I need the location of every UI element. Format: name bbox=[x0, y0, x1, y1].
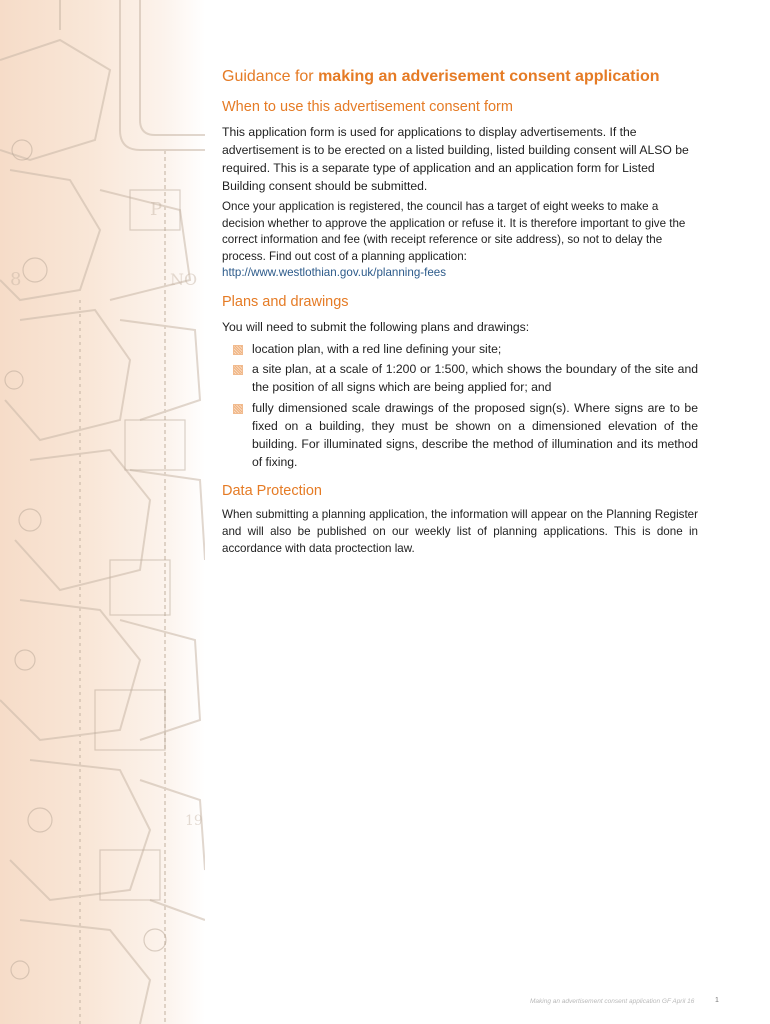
data-protection-text: When submitting a planning application, the information will appear on the Planning Register and will also be published on our weekly list of planning applications. This is done in accordance with data proctection law. bbox=[222, 508, 698, 555]
title-bold: making an adverisement consent application bbox=[318, 68, 660, 85]
when-paragraph-1: This application form is used for applications to display advertisements. If the advertisement is to be erected on a listed building, listed building consent will ALSO be required. This is a separate type of application and an application form for Listed Building consent should be submitted. bbox=[222, 125, 689, 193]
list-item-text: a site plan, at a scale of 1:200 or 1:500, which shows the boundary of the site and the position of all signs which are being applied for; and bbox=[252, 362, 698, 395]
list-item bbox=[222, 399, 698, 472]
plans-list bbox=[222, 340, 698, 471]
footer-text: Making an advertisement consent application GF April 16 bbox=[530, 998, 695, 1005]
svg-text:8: 8 bbox=[10, 269, 22, 290]
main-content bbox=[222, 66, 698, 566]
bullet-icon bbox=[233, 345, 243, 355]
bullet-icon bbox=[233, 404, 243, 414]
bullet-icon bbox=[233, 365, 243, 375]
list-item bbox=[222, 340, 698, 358]
decorative-map-sidebar bbox=[0, 0, 205, 1024]
svg-text:P: P bbox=[150, 199, 163, 220]
heading-when-to-use: When to use this advertisement consent form bbox=[222, 99, 513, 115]
list-item-text: location plan, with a red line defining your site; bbox=[252, 341, 502, 356]
when-paragraph-2 bbox=[222, 199, 698, 282]
heading-plans-drawings: Plans and drawings bbox=[222, 293, 349, 310]
planning-fees-link[interactable]: http://www.westlothian.gov.uk/planning-fees bbox=[222, 266, 447, 280]
title-prefix: Guidance for bbox=[222, 68, 319, 85]
when-paragraph-2-text: Once your application is registered, the council has a target of eight weeks to make a decision whether to approve the application or refuse it. It is therefore important to give the correct information and fee (with receipt reference or site address), so not to delay the process. Find out cost of a planning application: bbox=[222, 200, 686, 263]
plans-intro: You will need to submit the following plans and drawings: bbox=[222, 319, 530, 334]
svg-text:NO: NO bbox=[170, 270, 198, 289]
heading-data-protection: Data Protection bbox=[222, 483, 322, 500]
list-item-text: fully dimensioned scale drawings of the proposed sign(s). Where signs are to be fixed on a building, they must be shown on a dimensioned elevation of the building. For illuminated signs, describe the method of illumination and its method of fixing. bbox=[252, 400, 698, 470]
list-item bbox=[222, 360, 698, 396]
page-title bbox=[222, 66, 698, 88]
svg-text:19: 19 bbox=[185, 813, 203, 829]
site-plan-illustration bbox=[0, 0, 205, 1024]
page-number: 1 bbox=[715, 997, 719, 1004]
